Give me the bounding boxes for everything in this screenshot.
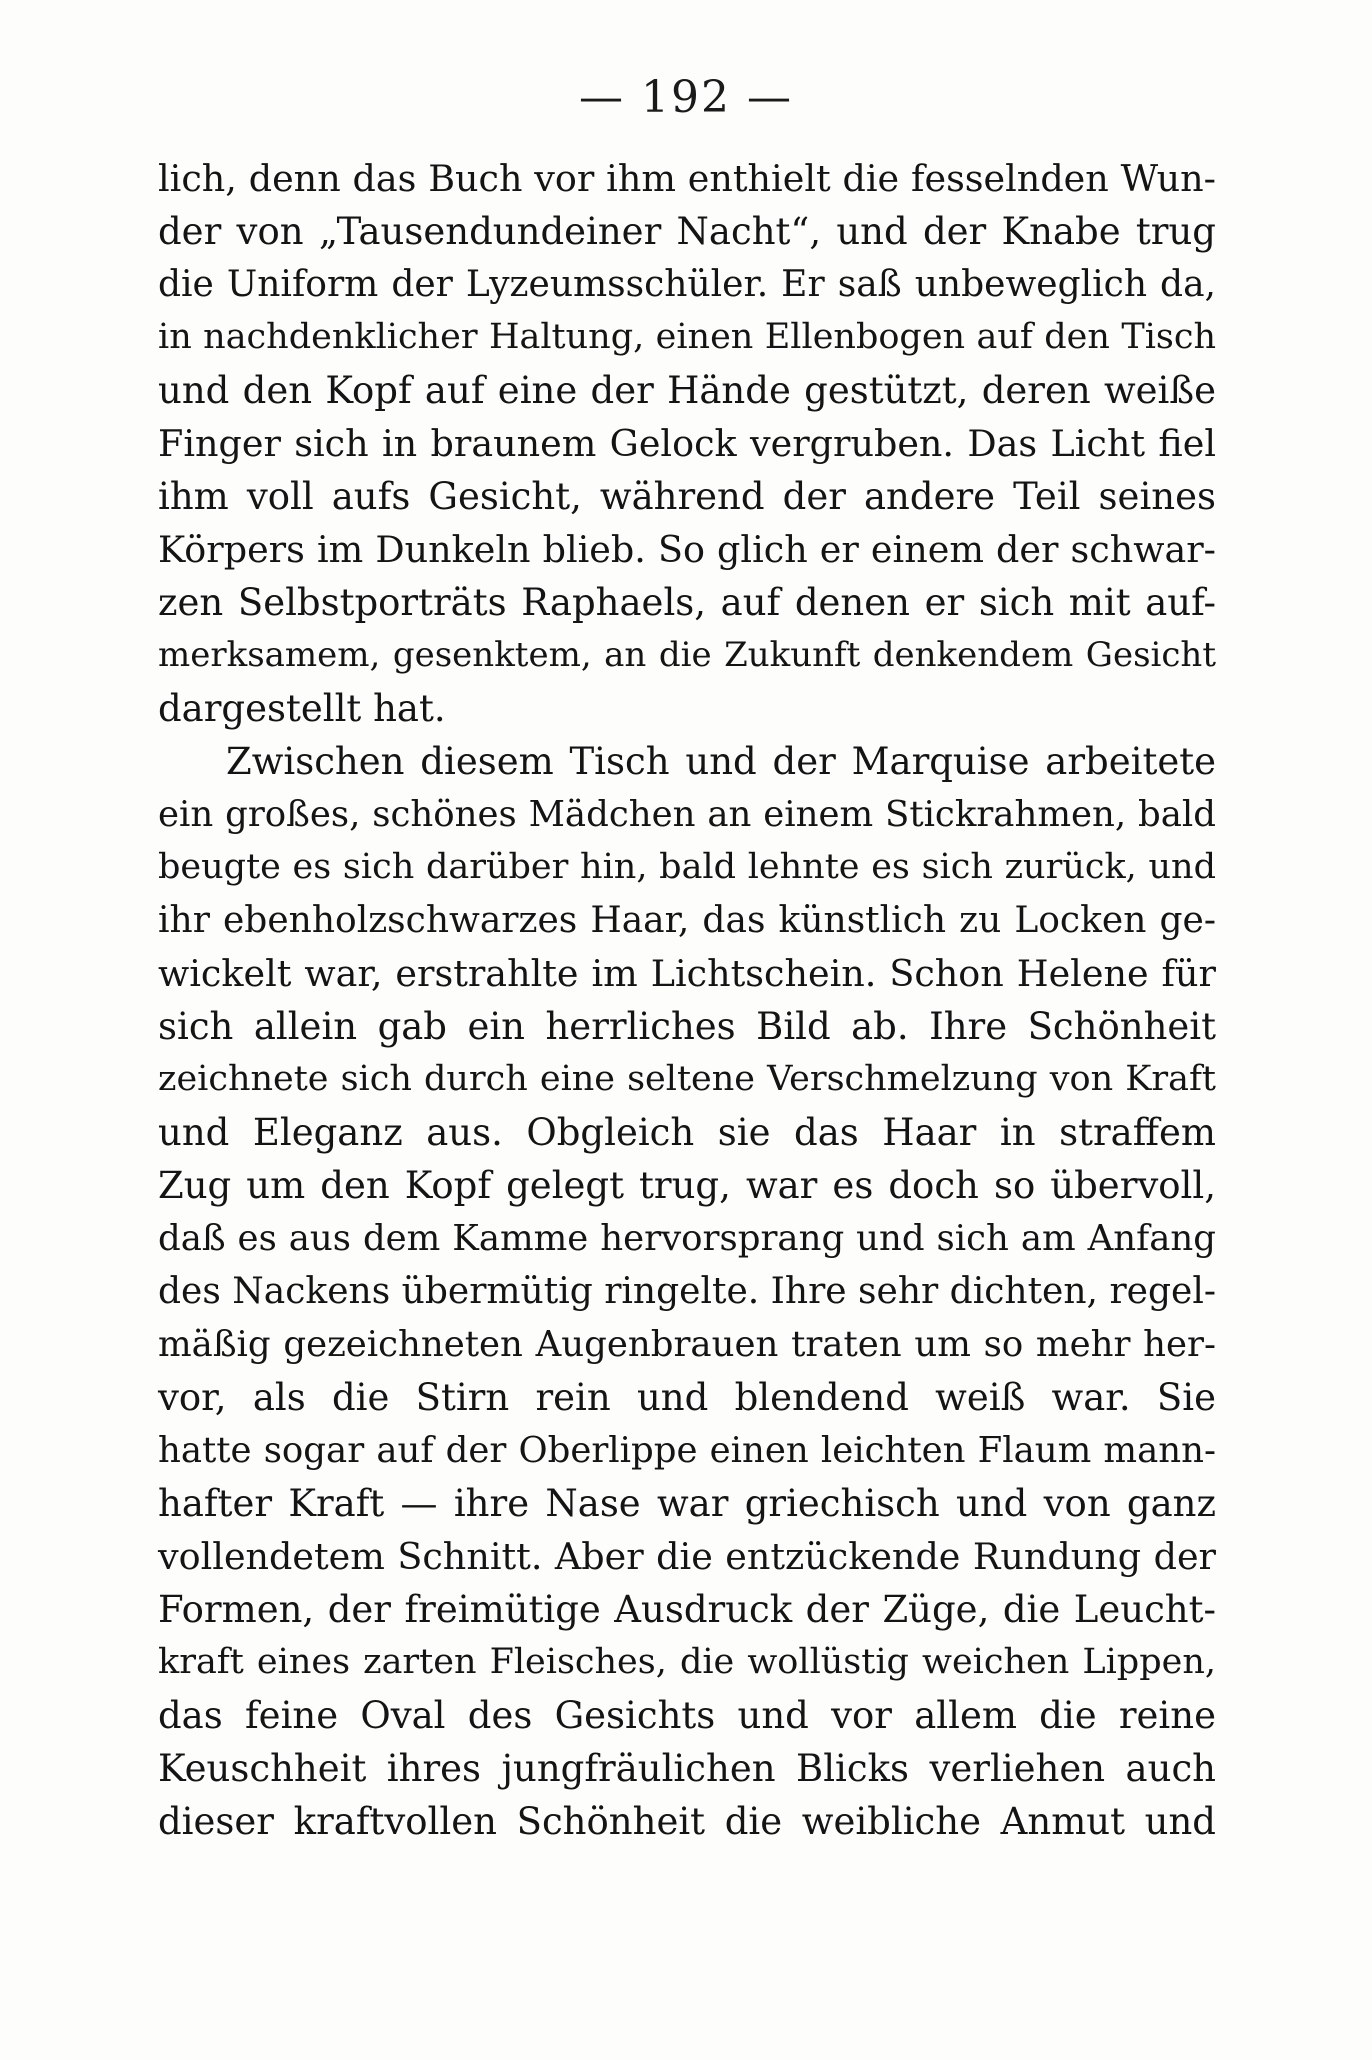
text-line: hafter Kraft — ihre Nase war griechisch und von ganz <box>158 1482 1216 1525</box>
text-line: zen Selbstporträts Raphaels, auf denen er sich mit auf- <box>158 581 1216 624</box>
text-line: sich allein gab ein herrliches Bild ab. Ihre Schönheit <box>158 1005 1216 1048</box>
text-line: dargestellt hat. <box>158 687 446 730</box>
text-line: vor, als die Stirn rein und blendend weiß war. Sie <box>158 1376 1216 1419</box>
text-line: das feine Oval des Gesichts und vor allem die reine <box>158 1694 1216 1737</box>
text-line: beugte es sich darüber hin, bald lehnte es sich zurück, und <box>158 847 1216 887</box>
text-line: Formen, der freimütige Ausdruck der Züge, die Leucht- <box>158 1588 1216 1631</box>
text-line: kraft eines zarten Fleisches, die wollüstig weichen Lippen, <box>158 1642 1216 1682</box>
text-line: ihr ebenholzschwarzes Haar, das künstlich zu Locken ge- <box>158 900 1216 941</box>
text-line: ein großes, schönes Mädchen an einem Stickrahmen, bald <box>158 794 1216 835</box>
body-text <box>158 152 1216 1848</box>
text-line: Zwischen diesem Tisch und der Marquise arbeitete <box>226 740 1216 783</box>
text-line: daß es aus dem Kamme hervorsprang und sich am Anfang <box>158 1218 1216 1259</box>
text-line: Zug um den Kopf gelegt trug, war es doch so übervoll, <box>158 1164 1216 1207</box>
text-line: Keuschheit ihres jungfräulichen Blicks verliehen auch <box>158 1747 1216 1790</box>
text-line: merksamem, gesenktem, an die Zukunft denkendem Gesicht <box>158 635 1216 675</box>
text-line: Finger sich in braunem Gelock vergruben. Das Licht fiel <box>158 422 1216 465</box>
text-line: lich, denn das Buch vor ihm enthielt die fesselnden Wun- <box>158 157 1216 200</box>
text-line: Körpers im Dunkeln blieb. So glich er einem der schwar- <box>158 528 1216 571</box>
text-line: wickelt war, erstrahlte im Lichtschein. Schon Helene für <box>158 952 1216 995</box>
text-line: der von „Tausendundeiner Nacht“, und der Knabe trug <box>158 210 1216 253</box>
text-line: die Uniform der Lyzeumsschüler. Er saß unbeweglich da, <box>158 264 1216 305</box>
text-line: und den Kopf auf eine der Hände gestützt, deren weiße <box>158 369 1216 412</box>
text-line: vollendetem Schnitt. Aber die entzückende Rundung der <box>158 1535 1216 1578</box>
text-line: zeichnete sich durch eine seltene Verschmelzung von Kraft <box>158 1059 1216 1099</box>
page-number: — 192 — <box>579 72 793 123</box>
text-line: des Nackens übermütig ringelte. Ihre sehr dichten, regel- <box>158 1271 1216 1312</box>
text-line: hatte sogar auf der Oberlippe einen leichten Flaum mann- <box>158 1430 1216 1471</box>
text-line: ihm voll aufs Gesicht, während der andere Teil seines <box>158 475 1216 518</box>
text-line: in nachdenklicher Haltung, einen Ellenbogen auf den Tisch <box>158 317 1216 357</box>
text-line: dieser kraftvollen Schönheit die weibliche Anmut und <box>158 1800 1216 1843</box>
text-line: und Eleganz aus. Obgleich sie das Haar in straffem <box>158 1111 1216 1154</box>
text-line: mäßig gezeichneten Augenbrauen traten um so mehr her- <box>158 1324 1216 1365</box>
